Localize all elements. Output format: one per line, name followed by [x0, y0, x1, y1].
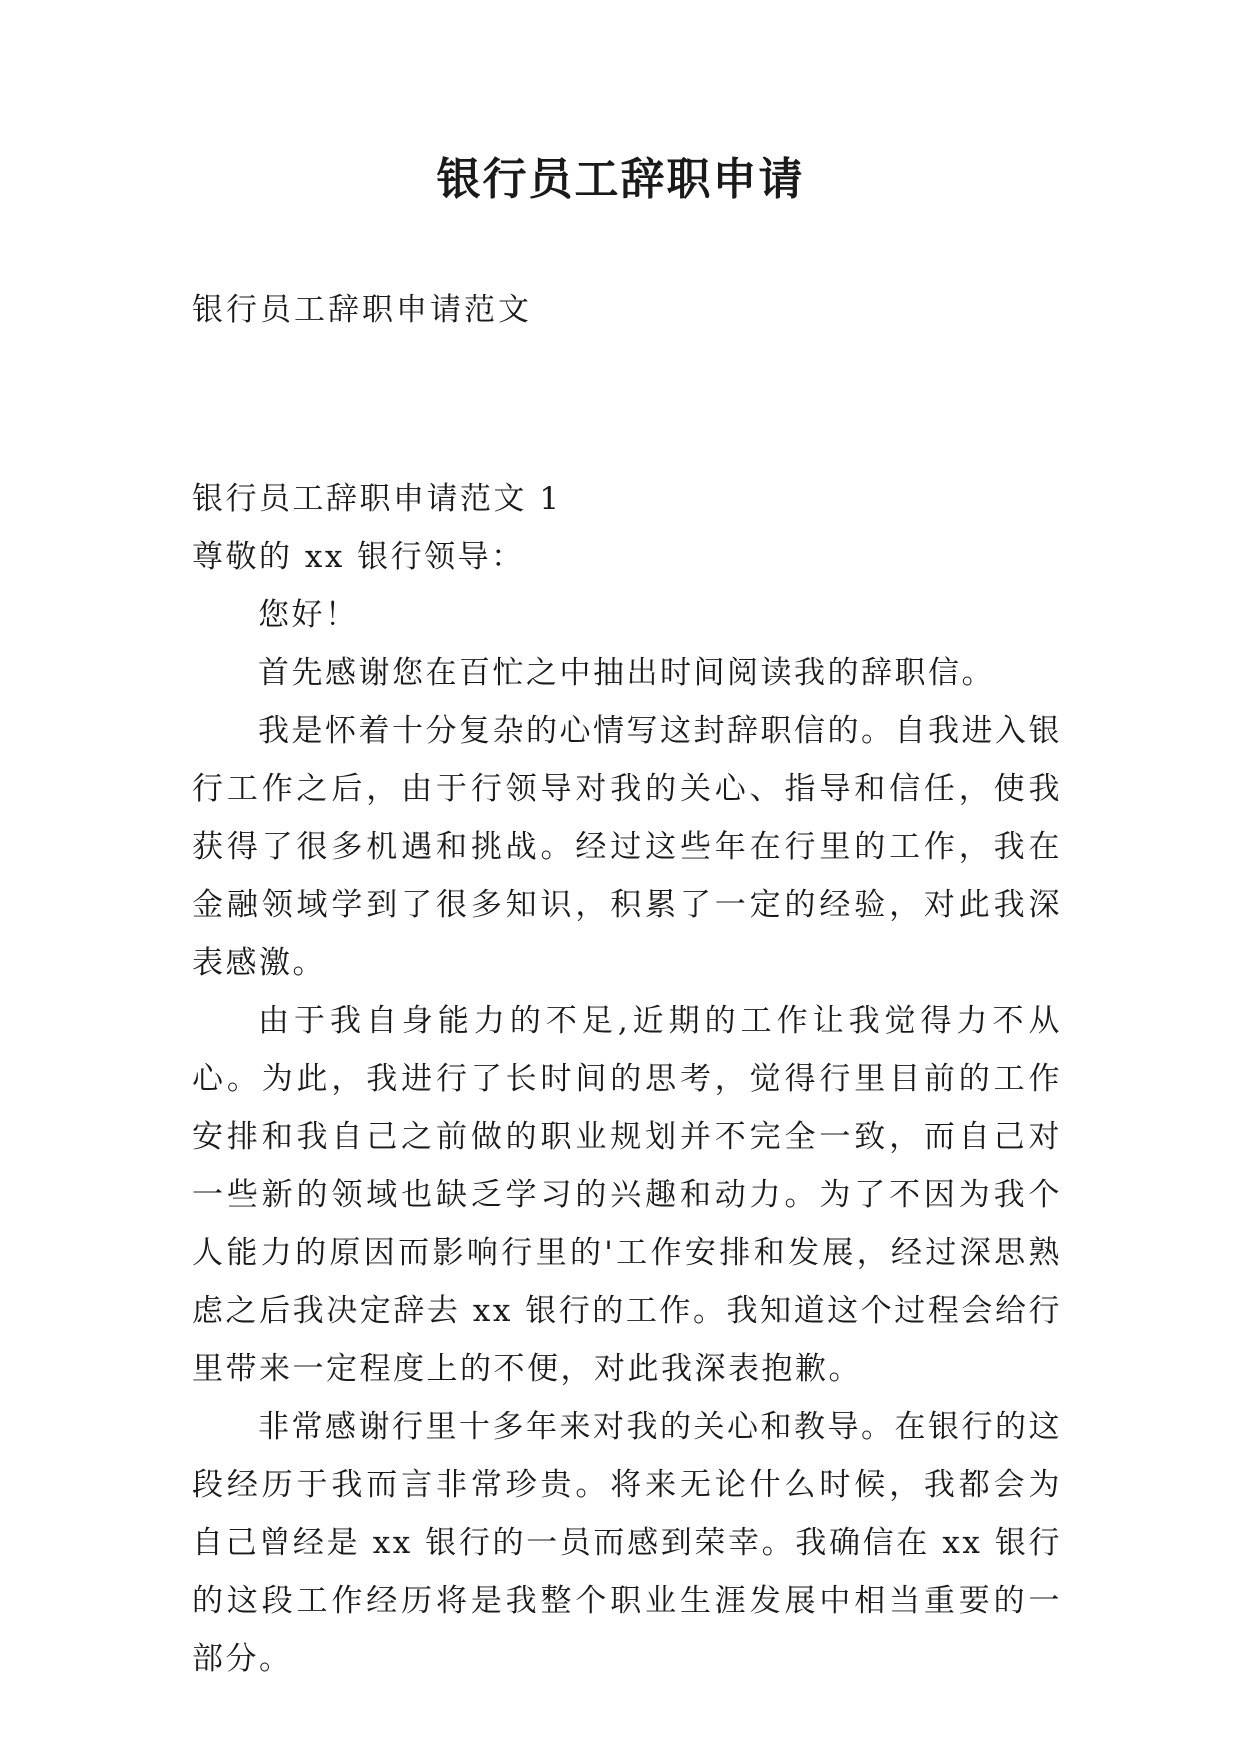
greeting: 您好！ [258, 597, 359, 633]
paragraph: 非常感谢行里十多年来对我的关心和教导。在银行的这段经历于我而言非常珍贵。将来无论什么时候，我都会为自己曾经是 xx 银行的一员而感到荣幸。我确信在 xx 银行的这段工作经历将是我整个职业生涯发展中相当重要的一部分。 [192, 1409, 1062, 1677]
section-heading: 银行员工辞职申请范文 1 [192, 481, 562, 517]
salutation: 尊敬的 xx 银行领导： [192, 539, 525, 575]
document-title: 银行员工辞职申请 [436, 154, 805, 205]
document-body [192, 470, 1062, 1688]
document-subtitle: 银行员工辞职申请范文 [192, 292, 532, 328]
paragraph: 由于我自身能力的不足,近期的工作让我觉得力不从心。为此，我进行了长时间的思考，觉得行里目前的工作安排和我自己之前做的职业规划并不完全一致，而自己对一些新的领域也缺乏学习的兴趣和动力。为了不因为我个人能力的原因而影响行里的'工作安排和发展，经过深思熟虑之后我决定辞去 xx 银行的工作。我知道这个过程会给行里带来一定程度上的不便，对此我深表抱歉。 [192, 1003, 1062, 1387]
paragraph: 我是怀着十分复杂的心情写这封辞职信的。自我进入银行工作之后，由于行领导对我的关心、指导和信任，使我获得了很多机遇和挑战。经过这些年在行里的工作，我在金融领域学到了很多知识，积累了一定的经验，对此我深表感激。 [192, 713, 1062, 981]
paragraph: 首先感谢您在百忙之中抽出时间阅读我的辞职信。 [258, 655, 995, 691]
